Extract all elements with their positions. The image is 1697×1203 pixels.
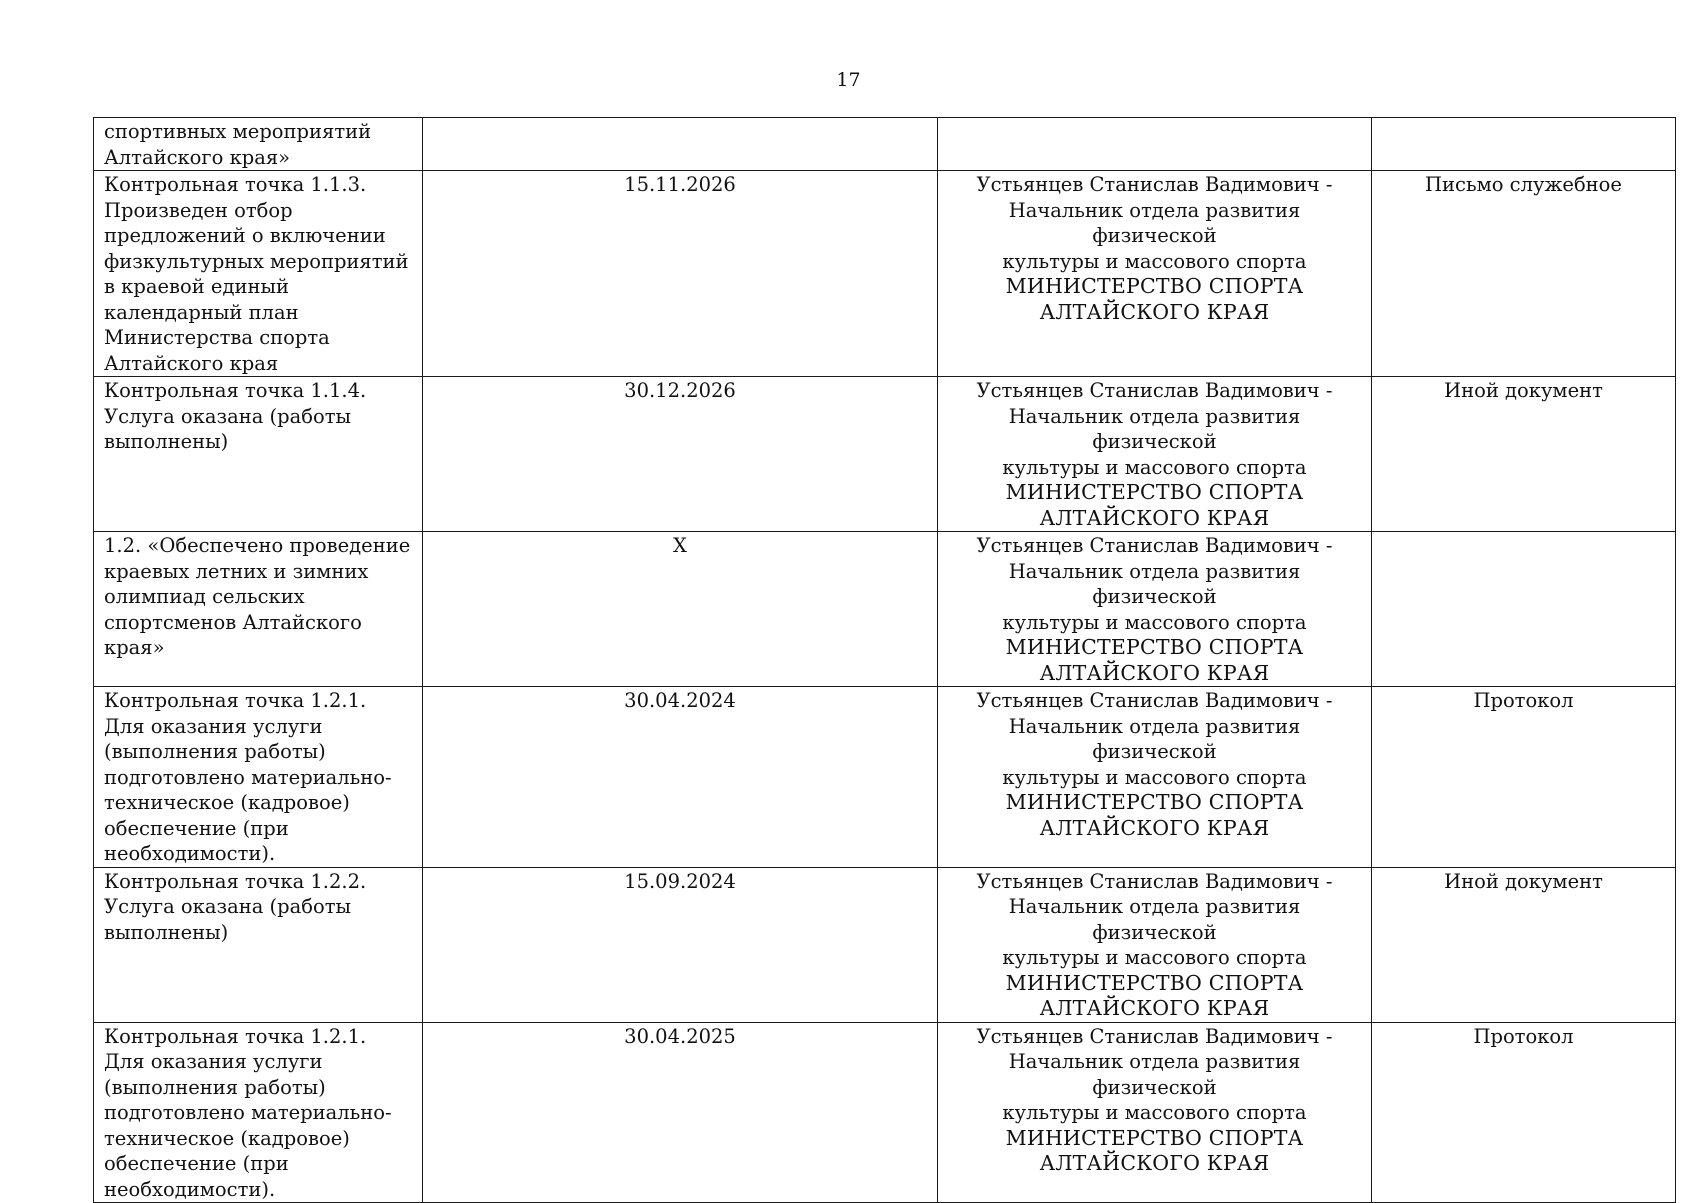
responsible-position: культуры и массового спорта	[1002, 1101, 1307, 1124]
event-name-cell: Контрольная точка 1.1.3. Произведен отбор предложений о включении физкультурных мероприятий в краевой единый календарный план Министерства спорта Алтайского края	[94, 171, 423, 377]
responsible-organization: МИНИСТЕРСТВО СПОРТА	[1005, 790, 1304, 814]
responsible-organization: АЛТАЙСКОГО КРАЯ	[1039, 1151, 1270, 1175]
table-row	[94, 687, 1676, 868]
responsible-cell	[938, 377, 1372, 532]
table-row	[94, 377, 1676, 532]
document-type-cell: Протокол	[1372, 1022, 1676, 1203]
responsible-person: Устьянцев Станислав Вадимович -	[976, 379, 1333, 402]
document-type-cell: Протокол	[1372, 687, 1676, 868]
event-name-cell: Контрольная точка 1.2.2. Услуга оказана (работы выполнены)	[94, 867, 423, 1022]
deadline-cell: 30.04.2024	[423, 687, 938, 868]
document-type-cell: Иной документ	[1372, 377, 1676, 532]
responsible-position: Начальник отдела развития физической	[1008, 714, 1301, 763]
responsible-position: культуры и массового спорта	[1002, 610, 1307, 634]
responsible-organization: МИНИСТЕРСТВО СПОРТА	[1005, 274, 1304, 298]
responsible-organization: МИНИСТЕРСТВО СПОРТА	[1005, 480, 1304, 504]
deadline-cell	[423, 118, 938, 171]
event-name-cell: спортивных мероприятий Алтайского края»	[94, 118, 423, 171]
responsible-position: Начальник отдела развития физической	[1008, 1050, 1301, 1099]
table-row	[94, 118, 1676, 171]
responsible-organization: АЛТАЙСКОГО КРАЯ	[1039, 299, 1270, 324]
table-row	[94, 1022, 1676, 1203]
document-type-cell: Иной документ	[1372, 867, 1676, 1022]
responsible-cell	[938, 171, 1372, 377]
responsible-organization: МИНИСТЕРСТВО СПОРТА	[1005, 1125, 1304, 1150]
responsible-position: Начальник отдела развития физической	[1008, 559, 1301, 608]
deadline-cell: 30.12.2026	[423, 377, 938, 532]
event-name-cell: Контрольная точка 1.2.1. Для оказания услуги (выполнения работы) подготовлено материально-техническое (кадровое) обеспечение (при необходимости).	[94, 1022, 423, 1203]
responsible-cell	[938, 687, 1372, 868]
responsible-person: Устьянцев Станислав Вадимович -	[976, 1024, 1333, 1048]
deadline-cell: 30.04.2025	[423, 1022, 938, 1203]
table-row	[94, 171, 1676, 377]
table-row	[94, 532, 1676, 687]
responsible-organization: МИНИСТЕРСТВО СПОРТА	[1005, 970, 1304, 995]
responsible-cell	[938, 118, 1372, 171]
responsible-position: культуры и массового спорта	[1002, 455, 1307, 479]
responsible-organization: АЛТАЙСКОГО КРАЯ	[1039, 815, 1270, 840]
responsible-organization: МИНИСТЕРСТВО СПОРТА	[1005, 635, 1304, 659]
document-type-cell	[1372, 118, 1676, 171]
responsible-person: Устьянцев Станислав Вадимович -	[976, 534, 1333, 557]
responsible-person: Устьянцев Станислав Вадимович -	[976, 689, 1333, 712]
event-name-cell: Контрольная точка 1.1.4. Услуга оказана (работы выполнены)	[94, 377, 423, 532]
responsible-position: культуры и массового спорта	[1002, 765, 1307, 789]
responsible-organization: АЛТАЙСКОГО КРАЯ	[1039, 660, 1270, 685]
responsible-person: Устьянцев Станислав Вадимович -	[976, 173, 1333, 196]
event-name-cell: 1.2. «Обеспечено проведение краевых летних и зимних олимпиад сельских спортсменов Алтайского края»	[94, 532, 423, 687]
deadline-cell: 15.11.2026	[423, 171, 938, 377]
responsible-organization: АЛТАЙСКОГО КРАЯ	[1039, 505, 1270, 530]
control-points-table	[93, 117, 1676, 1203]
responsible-position: Начальник отдела развития физической	[1008, 895, 1301, 944]
responsible-person: Устьянцев Станислав Вадимович -	[976, 869, 1333, 893]
deadline-cell: 15.09.2024	[423, 867, 938, 1022]
document-type-cell	[1372, 532, 1676, 687]
responsible-cell	[938, 532, 1372, 687]
responsible-organization: АЛТАЙСКОГО КРАЯ	[1039, 996, 1270, 1020]
responsible-position: Начальник отдела развития физической	[1008, 198, 1301, 247]
responsible-position: Начальник отдела развития физической	[1008, 404, 1301, 453]
responsible-position: культуры и массового спорта	[1002, 946, 1307, 969]
document-type-cell: Письмо служебное	[1372, 171, 1676, 377]
responsible-position: культуры и массового спорта	[1002, 249, 1307, 273]
responsible-cell	[938, 867, 1372, 1022]
table-row	[94, 867, 1676, 1022]
deadline-cell: X	[423, 532, 938, 687]
responsible-cell	[938, 1022, 1372, 1203]
event-name-cell: Контрольная точка 1.2.1. Для оказания услуги (выполнения работы) подготовлено материально-техническое (кадровое) обеспечение (при необходимости).	[94, 687, 423, 868]
page-number: 17	[836, 69, 861, 91]
